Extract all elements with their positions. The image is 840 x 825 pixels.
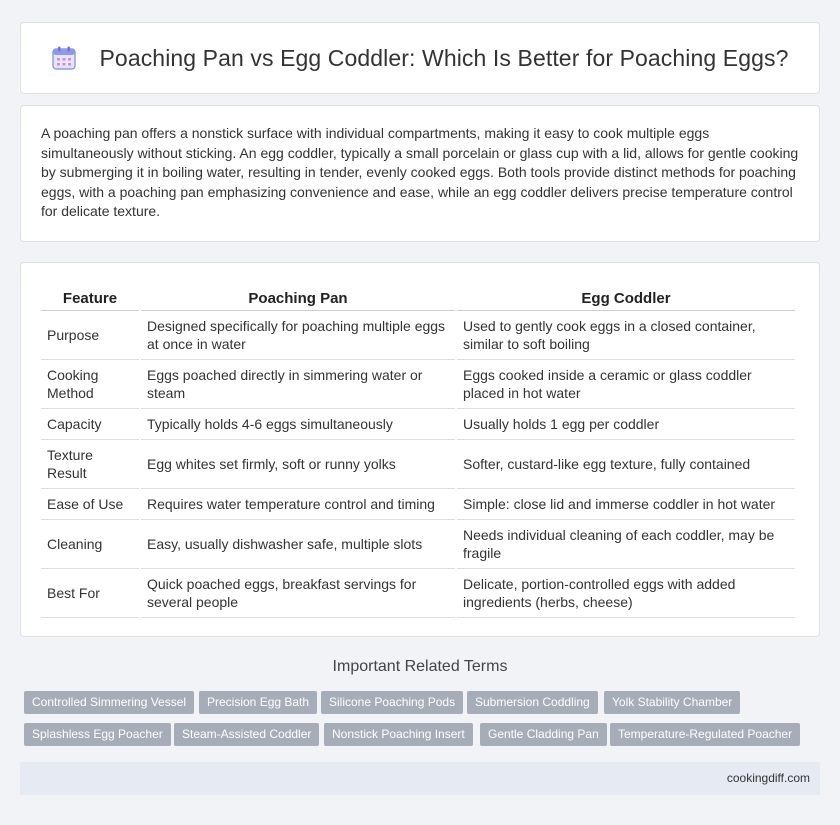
poaching-pan-cell: Eggs poached directly in simmering water or steam <box>141 360 455 409</box>
table-row <box>41 409 795 440</box>
table-row <box>41 569 795 618</box>
header-egg-coddler: Egg Coddler <box>457 283 795 311</box>
egg-coddler-cell: Delicate, portion-controlled eggs with added ingredients (herbs, cheese) <box>457 569 795 618</box>
related-term-tag[interactable]: Gentle Cladding Pan <box>480 723 607 746</box>
footer-site-link[interactable]: cookingdiff.com <box>726 771 810 785</box>
feature-cell: Cleaning <box>41 520 139 569</box>
table-row <box>41 311 795 360</box>
table-header-row <box>41 283 795 311</box>
table-row <box>41 489 795 520</box>
related-term-tag[interactable]: Precision Egg Bath <box>199 691 317 714</box>
poaching-pan-cell: Requires water temperature control and timing <box>141 489 455 520</box>
table-row <box>41 440 795 489</box>
poaching-pan-cell: Quick poached eggs, breakfast servings for several people <box>141 569 455 618</box>
related-term-tag[interactable]: Temperature-Regulated Poacher <box>610 723 800 746</box>
header-poaching-pan: Poaching Pan <box>141 283 455 311</box>
related-term-tag[interactable]: Splashless Egg Poacher <box>24 723 171 746</box>
page-header <box>20 22 820 94</box>
egg-coddler-cell: Softer, custard-like egg texture, fully contained <box>457 440 795 489</box>
feature-cell: Purpose <box>41 311 139 360</box>
poaching-pan-cell: Typically holds 4-6 eggs simultaneously <box>141 409 455 440</box>
related-term-tag[interactable]: Steam-Assisted Coddler <box>174 723 319 746</box>
egg-coddler-cell: Used to gently cook eggs in a closed container, similar to soft boiling <box>457 311 795 360</box>
table-row <box>41 520 795 569</box>
feature-cell: Capacity <box>41 409 139 440</box>
feature-cell: Ease of Use <box>41 489 139 520</box>
egg-coddler-cell: Eggs cooked inside a ceramic or glass coddler placed in hot water <box>457 360 795 409</box>
egg-coddler-cell: Simple: close lid and immerse coddler in hot water <box>457 489 795 520</box>
egg-coddler-cell: Needs individual cleaning of each coddler, may be fragile <box>457 520 795 569</box>
feature-cell: Best For <box>41 569 139 618</box>
poaching-pan-cell: Egg whites set firmly, soft or runny yolks <box>141 440 455 489</box>
footer <box>20 762 820 795</box>
feature-cell: Texture Result <box>41 440 139 489</box>
intro-text: A poaching pan offers a nonstick surface with individual compartments, making it easy to cook multiple eggs simultaneously without sticking. An egg coddler, typically a small porcelain or glass cup with a lid, allows for gentle cooking by submerging it in boiling water, resulting in tender, evenly cooked eggs. Both tools provide distinct methods for poaching eggs, with a poaching pan emphasizing convenience and ease, while an egg coddler delivers precise temperature control for delicate texture. <box>41 125 799 219</box>
related-terms-title: Important Related Terms <box>332 658 508 675</box>
related-term-tag[interactable]: Controlled Simmering Vessel <box>24 691 194 714</box>
poaching-pan-cell: Easy, usually dishwasher safe, multiple slots <box>141 520 455 569</box>
table-row <box>41 360 795 409</box>
related-term-tag[interactable]: Nonstick Poaching Insert <box>324 723 473 746</box>
page-title: Poaching Pan vs Egg Coddler: Which Is Better for Poaching Eggs? <box>99 44 789 71</box>
poaching-pan-cell: Designed specifically for poaching multiple eggs at once in water <box>141 311 455 360</box>
related-term-tag[interactable]: Silicone Poaching Pods <box>321 691 463 714</box>
feature-cell: Cooking Method <box>41 360 139 409</box>
egg-coddler-cell: Usually holds 1 egg per coddler <box>457 409 795 440</box>
header-feature: Feature <box>41 283 139 311</box>
related-term-tag[interactable]: Submersion Coddling <box>467 691 598 714</box>
related-term-tag[interactable]: Yolk Stability Chamber <box>604 691 740 714</box>
intro-section <box>20 105 820 242</box>
comparison-section <box>20 262 820 637</box>
calendar-icon <box>51 45 77 71</box>
comparison-table <box>39 283 797 618</box>
